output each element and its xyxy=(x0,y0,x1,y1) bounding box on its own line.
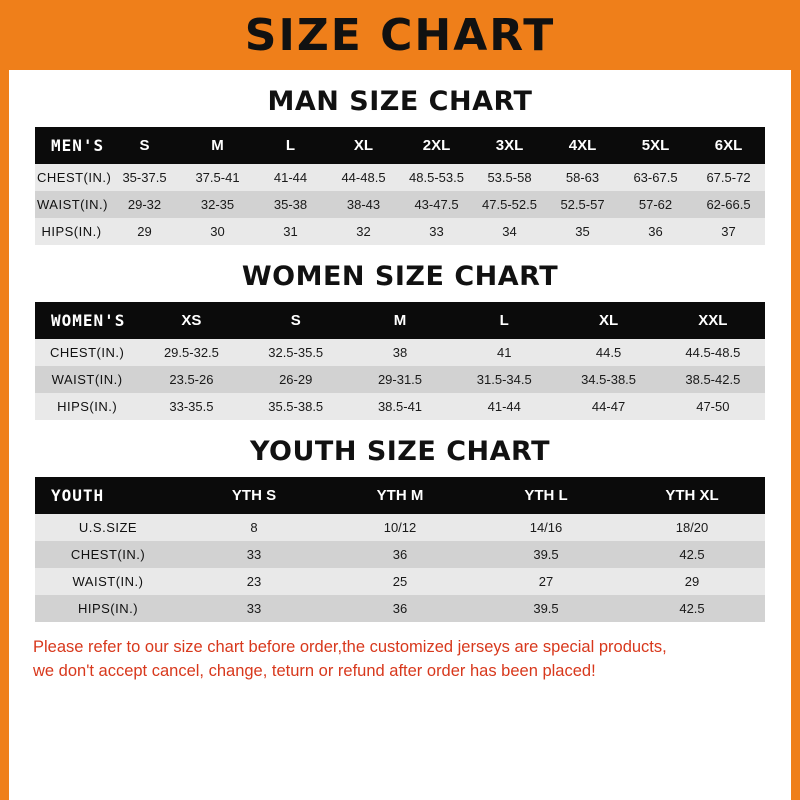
men-chest-s: 35-37.5 xyxy=(108,164,181,191)
men-hips-3xl: 34 xyxy=(473,218,546,245)
women-hips-s: 35.5-38.5 xyxy=(244,393,348,420)
women-header-xxl: XXL xyxy=(661,302,765,339)
men-header-2xl: 2XL xyxy=(400,127,473,164)
men-size-section xyxy=(9,86,791,245)
men-header-xl: XL xyxy=(327,127,400,164)
youth-size-section xyxy=(9,436,791,622)
table-header-row xyxy=(35,302,765,339)
men-chest-l: 41-44 xyxy=(254,164,327,191)
youth-hips-xl: 42.5 xyxy=(619,595,765,622)
youth-chest-xl: 42.5 xyxy=(619,541,765,568)
women-header-xs: XS xyxy=(139,302,243,339)
men-header-5xl: 5XL xyxy=(619,127,692,164)
table-header-row xyxy=(35,127,765,164)
youth-row-ussize-label: U.S.SIZE xyxy=(35,514,181,541)
women-size-table xyxy=(35,302,765,420)
women-chest-xl: 44.5 xyxy=(556,339,660,366)
men-row-chest-label: CHEST(IN.) xyxy=(35,164,108,191)
women-waist-l: 31.5-34.5 xyxy=(452,366,556,393)
women-header-label: WOMEN'S xyxy=(35,302,139,339)
youth-hips-l: 39.5 xyxy=(473,595,619,622)
table-row xyxy=(35,595,765,622)
order-policy-note xyxy=(33,636,767,684)
women-hips-m: 38.5-41 xyxy=(348,393,452,420)
youth-header-xl: YTH XL xyxy=(619,477,765,514)
men-section-title: MAN SIZE CHART xyxy=(267,86,533,117)
youth-ussize-l: 14/16 xyxy=(473,514,619,541)
men-waist-3xl: 47.5-52.5 xyxy=(473,191,546,218)
men-waist-m: 32-35 xyxy=(181,191,254,218)
men-header-3xl: 3XL xyxy=(473,127,546,164)
men-header-4xl: 4XL xyxy=(546,127,619,164)
men-hips-m: 30 xyxy=(181,218,254,245)
men-header-6xl: 6XL xyxy=(692,127,765,164)
youth-ussize-m: 10/12 xyxy=(327,514,473,541)
youth-table-body xyxy=(35,514,765,622)
women-row-hips-label: HIPS(IN.) xyxy=(35,393,139,420)
women-size-section xyxy=(9,261,791,420)
youth-waist-xl: 29 xyxy=(619,568,765,595)
youth-ussize-s: 8 xyxy=(181,514,327,541)
men-hips-s: 29 xyxy=(108,218,181,245)
men-hips-5xl: 36 xyxy=(619,218,692,245)
women-header-l: L xyxy=(452,302,556,339)
table-header-row xyxy=(35,477,765,514)
youth-hips-s: 33 xyxy=(181,595,327,622)
table-row xyxy=(35,191,765,218)
youth-size-table xyxy=(35,477,765,622)
men-waist-6xl: 62-66.5 xyxy=(692,191,765,218)
women-waist-xxl: 38.5-42.5 xyxy=(661,366,765,393)
youth-header-l: YTH L xyxy=(473,477,619,514)
header-banner xyxy=(9,0,791,70)
youth-header-s: YTH S xyxy=(181,477,327,514)
men-waist-s: 29-32 xyxy=(108,191,181,218)
youth-section-title: YOUTH SIZE CHART xyxy=(249,436,551,467)
table-row xyxy=(35,366,765,393)
order-policy-note-line1: Please refer to our size chart before order,the customized jerseys are special products, xyxy=(33,638,667,656)
men-header-m: M xyxy=(181,127,254,164)
youth-waist-l: 27 xyxy=(473,568,619,595)
men-header-label: MEN'S xyxy=(35,127,108,164)
women-hips-xs: 33-35.5 xyxy=(139,393,243,420)
women-header-xl: XL xyxy=(556,302,660,339)
table-row xyxy=(35,218,765,245)
men-waist-5xl: 57-62 xyxy=(619,191,692,218)
men-chest-4xl: 58-63 xyxy=(546,164,619,191)
men-size-table xyxy=(35,127,765,245)
women-chest-xxl: 44.5-48.5 xyxy=(661,339,765,366)
women-chest-m: 38 xyxy=(348,339,452,366)
men-chest-6xl: 67.5-72 xyxy=(692,164,765,191)
men-hips-l: 31 xyxy=(254,218,327,245)
table-row xyxy=(35,568,765,595)
women-table-head xyxy=(35,302,765,339)
youth-header-m: YTH M xyxy=(327,477,473,514)
men-chest-3xl: 53.5-58 xyxy=(473,164,546,191)
men-chest-5xl: 63-67.5 xyxy=(619,164,692,191)
men-hips-6xl: 37 xyxy=(692,218,765,245)
youth-row-waist-label: WAIST(IN.) xyxy=(35,568,181,595)
youth-hips-m: 36 xyxy=(327,595,473,622)
women-row-chest-label: CHEST(IN.) xyxy=(35,339,139,366)
men-hips-4xl: 35 xyxy=(546,218,619,245)
women-chest-l: 41 xyxy=(452,339,556,366)
men-row-waist-label: WAIST(IN.) xyxy=(35,191,108,218)
women-table-body xyxy=(35,339,765,420)
youth-chest-m: 36 xyxy=(327,541,473,568)
youth-waist-s: 23 xyxy=(181,568,327,595)
men-hips-2xl: 33 xyxy=(400,218,473,245)
youth-ussize-xl: 18/20 xyxy=(619,514,765,541)
men-waist-2xl: 43-47.5 xyxy=(400,191,473,218)
women-header-s: S xyxy=(244,302,348,339)
page-title: SIZE CHART xyxy=(244,9,556,61)
women-waist-xl: 34.5-38.5 xyxy=(556,366,660,393)
women-row-waist-label: WAIST(IN.) xyxy=(35,366,139,393)
youth-table-head xyxy=(35,477,765,514)
men-row-hips-label: HIPS(IN.) xyxy=(35,218,108,245)
women-waist-xs: 23.5-26 xyxy=(139,366,243,393)
youth-waist-m: 25 xyxy=(327,568,473,595)
men-chest-xl: 44-48.5 xyxy=(327,164,400,191)
men-waist-4xl: 52.5-57 xyxy=(546,191,619,218)
table-row xyxy=(35,514,765,541)
women-section-title: WOMEN SIZE CHART xyxy=(241,261,559,292)
table-row xyxy=(35,393,765,420)
women-hips-xl: 44-47 xyxy=(556,393,660,420)
women-header-m: M xyxy=(348,302,452,339)
youth-header-label: YOUTH xyxy=(35,477,181,514)
men-header-s: S xyxy=(108,127,181,164)
women-hips-xxl: 47-50 xyxy=(661,393,765,420)
table-row xyxy=(35,339,765,366)
women-waist-m: 29-31.5 xyxy=(348,366,452,393)
men-waist-l: 35-38 xyxy=(254,191,327,218)
youth-row-hips-label: HIPS(IN.) xyxy=(35,595,181,622)
men-chest-2xl: 48.5-53.5 xyxy=(400,164,473,191)
table-row xyxy=(35,164,765,191)
men-header-l: L xyxy=(254,127,327,164)
order-policy-note-line2: we don't accept cancel, change, teturn or refund after order has been placed! xyxy=(33,661,596,680)
women-chest-xs: 29.5-32.5 xyxy=(139,339,243,366)
men-hips-xl: 32 xyxy=(327,218,400,245)
youth-chest-s: 33 xyxy=(181,541,327,568)
men-table-head xyxy=(35,127,765,164)
men-table-body xyxy=(35,164,765,245)
women-waist-s: 26-29 xyxy=(244,366,348,393)
women-chest-s: 32.5-35.5 xyxy=(244,339,348,366)
youth-chest-l: 39.5 xyxy=(473,541,619,568)
men-chest-m: 37.5-41 xyxy=(181,164,254,191)
women-hips-l: 41-44 xyxy=(452,393,556,420)
youth-row-chest-label: CHEST(IN.) xyxy=(35,541,181,568)
table-row xyxy=(35,541,765,568)
men-waist-xl: 38-43 xyxy=(327,191,400,218)
